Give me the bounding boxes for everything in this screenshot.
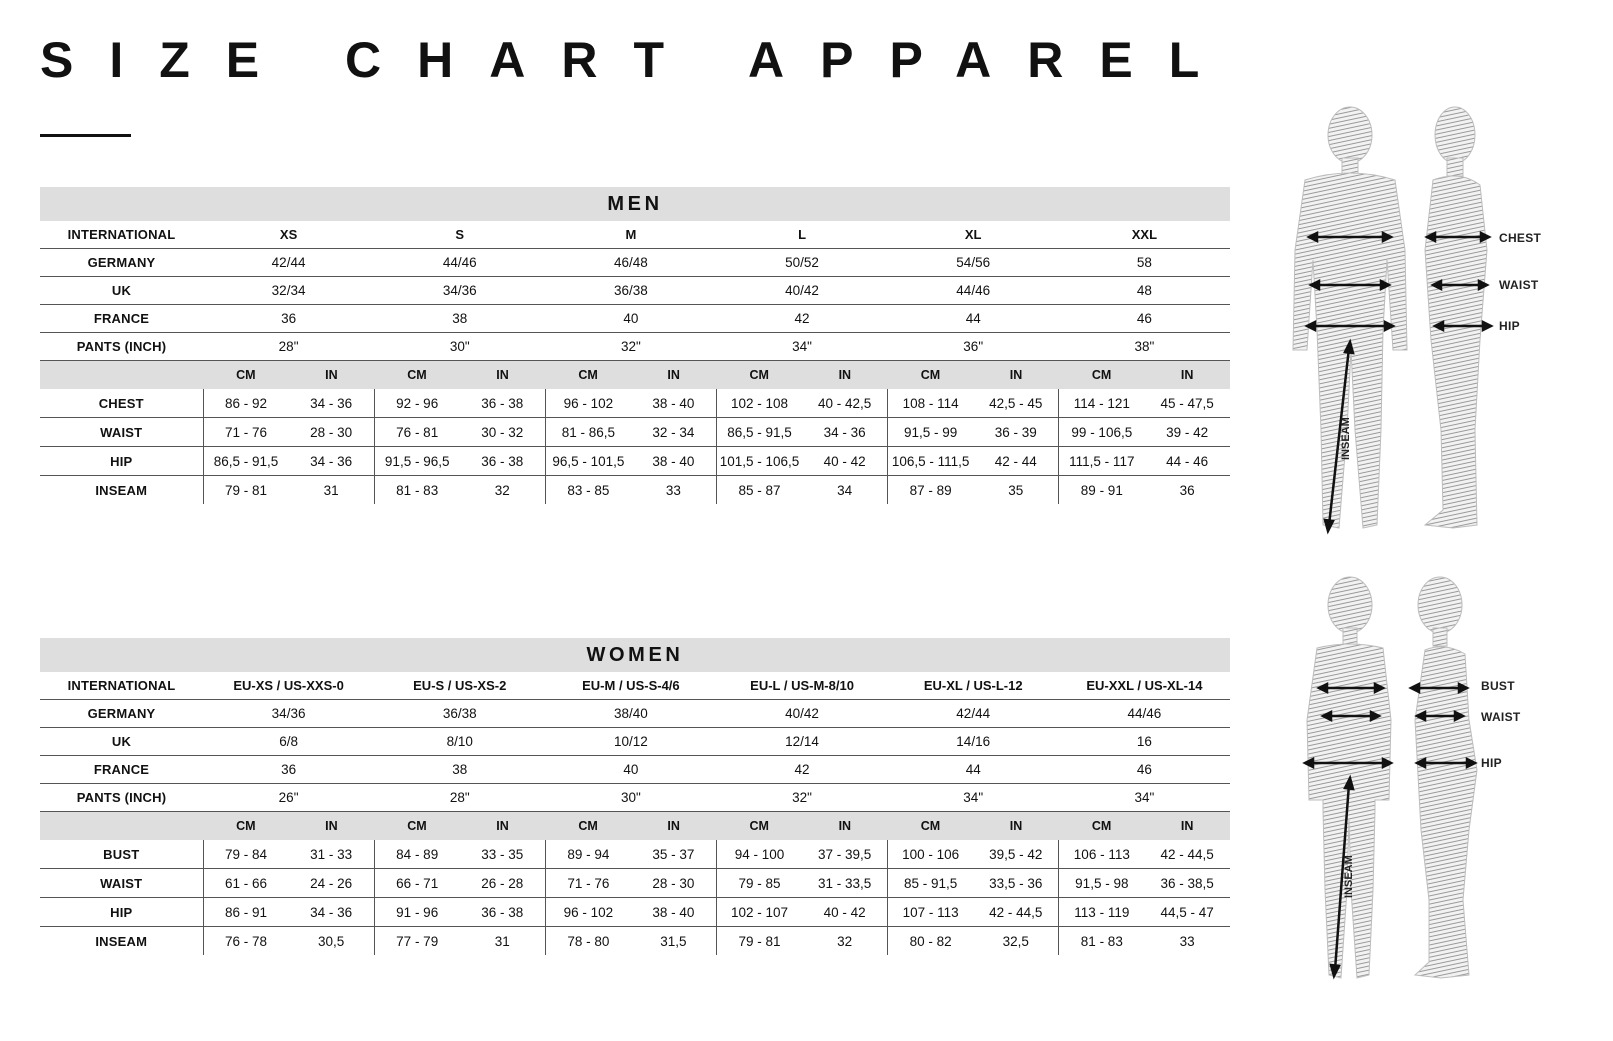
- table-cell: 99 - 106,5: [1059, 418, 1145, 447]
- unit-header-cm: CM: [716, 361, 802, 390]
- table-cell: 44 - 46: [1144, 447, 1230, 476]
- row-label: HIP: [40, 447, 203, 476]
- table-cell: 24 - 26: [289, 869, 375, 898]
- table-cell: 46/48: [545, 249, 716, 277]
- table-row: [40, 249, 1230, 277]
- table-cell: 101,5 - 106,5: [716, 447, 802, 476]
- table-cell: 79 - 84: [203, 840, 289, 869]
- table-cell: 114 - 121: [1059, 389, 1145, 418]
- table-cell: 81 - 86,5: [545, 418, 631, 447]
- table-cell: 38 - 40: [631, 447, 717, 476]
- table-cell: 44,5 - 47: [1144, 898, 1230, 927]
- table-cell: 58: [1059, 249, 1230, 277]
- unit-header-cm: CM: [545, 361, 631, 390]
- table-cell: 33: [1179, 933, 1195, 949]
- table-cell: 84 - 89: [374, 840, 460, 869]
- unit-header-cm: CM: [545, 812, 631, 841]
- table-cell: 42: [716, 756, 887, 784]
- table-cell: 106,5 - 111,5: [888, 447, 974, 476]
- unit-header-cm: CM: [203, 812, 289, 841]
- table-cell: 91 - 96: [374, 898, 460, 927]
- table-cell: 34 - 36: [289, 389, 375, 418]
- table-cell: 48: [1059, 277, 1230, 305]
- table-cell: 113 - 119: [1059, 898, 1145, 927]
- table-cell: 42 - 44,5: [973, 898, 1059, 927]
- table-cell: S: [374, 221, 545, 249]
- table-cell: 86 - 91: [203, 898, 289, 927]
- table-cell: 40/42: [716, 277, 887, 305]
- men-silhouette-illustration: [1265, 100, 1565, 540]
- table-cell: 42,5 - 45: [973, 389, 1059, 418]
- table-cell: 28": [203, 333, 374, 361]
- table-cell: 44: [888, 756, 1059, 784]
- table-cell: 100 - 106: [888, 840, 974, 869]
- table-cell: XL: [888, 221, 1059, 249]
- table-cell: 30 - 32: [460, 418, 546, 447]
- table-cell: 32: [494, 482, 510, 498]
- table-row: [40, 728, 1230, 756]
- table-cell: 87 - 89: [888, 476, 974, 505]
- table-cell: 36": [888, 333, 1059, 361]
- women-inseam-label: INSEAM: [1343, 855, 1355, 898]
- table-cell: 42: [716, 305, 887, 333]
- men-size-table: [40, 187, 1230, 504]
- table-cell: 34: [837, 482, 853, 498]
- table-cell: 36 - 39: [973, 418, 1059, 447]
- women-unit-header-row: [40, 812, 1230, 841]
- table-cell: 12/14: [716, 728, 887, 756]
- women-silhouette-illustration: [1265, 570, 1565, 990]
- unit-header-in: IN: [802, 361, 888, 390]
- table-cell: 107 - 113: [888, 898, 974, 927]
- table-cell: 76 - 81: [374, 418, 460, 447]
- unit-header-blank: [40, 361, 203, 390]
- table-cell: 44/46: [888, 277, 1059, 305]
- table-cell: XS: [203, 221, 374, 249]
- unit-header-in: IN: [1144, 361, 1230, 390]
- table-cell: 39 - 42: [1144, 418, 1230, 447]
- men-inseam-label: INSEAM: [1340, 417, 1352, 460]
- table-cell: 32": [716, 784, 887, 812]
- table-cell: 85 - 91,5: [888, 869, 974, 898]
- table-cell: 38 - 40: [631, 389, 717, 418]
- table-cell: 36 - 38,5: [1144, 869, 1230, 898]
- table-cell: 71 - 76: [545, 869, 631, 898]
- table-cell: 32 - 34: [631, 418, 717, 447]
- title-underline: [40, 134, 131, 137]
- table-row: [40, 756, 1230, 784]
- table-cell: 89 - 94: [545, 840, 631, 869]
- women-waist-label: WAIST: [1481, 710, 1521, 724]
- table-cell: 45 - 47,5: [1144, 389, 1230, 418]
- table-row: [40, 927, 1230, 956]
- table-cell: 94 - 100: [716, 840, 802, 869]
- table-cell: 42/44: [203, 249, 374, 277]
- table-cell: 81 - 83: [1059, 927, 1145, 956]
- table-row: [40, 221, 1230, 249]
- table-row: [40, 389, 1230, 418]
- table-cell: 36/38: [374, 700, 545, 728]
- table-cell: 34": [888, 784, 1059, 812]
- table-cell: 10/12: [545, 728, 716, 756]
- table-cell: 79 - 81: [203, 476, 289, 505]
- unit-header-cm: CM: [203, 361, 289, 390]
- unit-header-in: IN: [1144, 812, 1230, 841]
- unit-header-cm: CM: [1059, 812, 1145, 841]
- row-label: GERMANY: [40, 249, 203, 277]
- table-cell: M: [545, 221, 716, 249]
- table-cell: 89 - 91: [1059, 476, 1145, 505]
- row-label: INTERNATIONAL: [40, 672, 203, 700]
- table-cell: 34": [716, 333, 887, 361]
- unit-header-in: IN: [460, 361, 546, 390]
- men-unit-header-row: [40, 361, 1230, 390]
- row-label: INSEAM: [95, 933, 148, 949]
- row-label: BUST: [40, 840, 203, 869]
- table-cell: 30,5: [317, 933, 345, 949]
- row-label: UK: [40, 728, 203, 756]
- table-cell: EU-XL / US-L-12: [888, 672, 1059, 700]
- table-cell: 26": [203, 784, 374, 812]
- table-cell: 6/8: [203, 728, 374, 756]
- men-body-figure: [1265, 100, 1565, 540]
- table-cell: EU-S / US-XS-2: [374, 672, 545, 700]
- row-label: INTERNATIONAL: [40, 221, 203, 249]
- table-cell: 31 - 33,5: [802, 869, 888, 898]
- women-bust-label: BUST: [1481, 679, 1515, 693]
- table-cell: 108 - 114: [888, 389, 974, 418]
- table-cell: 34/36: [203, 700, 374, 728]
- table-cell: 38: [374, 305, 545, 333]
- table-cell: 31,5: [660, 933, 687, 949]
- page-title: SIZE CHART APPAREL: [40, 32, 1236, 88]
- table-cell: 33: [665, 482, 681, 498]
- table-cell: 71 - 76: [203, 418, 289, 447]
- row-label: WAIST: [40, 869, 203, 898]
- table-cell: 37 - 39,5: [802, 840, 888, 869]
- table-row: [40, 784, 1230, 812]
- unit-header-cm: CM: [1059, 361, 1145, 390]
- table-cell: EU-M / US-S-4/6: [545, 672, 716, 700]
- table-cell: 96,5 - 101,5: [545, 447, 631, 476]
- unit-header-in: IN: [289, 361, 375, 390]
- table-cell: 54/56: [888, 249, 1059, 277]
- table-cell: 44: [888, 305, 1059, 333]
- table-cell: 78 - 80: [545, 927, 631, 956]
- men-hip-label: HIP: [1499, 319, 1520, 333]
- table-cell: 92 - 96: [374, 389, 460, 418]
- table-cell: 46: [1059, 756, 1230, 784]
- table-cell: 50/52: [716, 249, 887, 277]
- women-section-heading-row: [40, 638, 1230, 672]
- unit-header-cm: CM: [716, 812, 802, 841]
- men-chest-label: CHEST: [1499, 231, 1542, 245]
- unit-header-cm: CM: [888, 361, 974, 390]
- table-cell: 42 - 44: [973, 447, 1059, 476]
- table-cell: 32": [545, 333, 716, 361]
- table-cell: 34": [1059, 784, 1230, 812]
- row-label: HIP: [40, 898, 203, 927]
- women-body-figure: [1265, 570, 1565, 990]
- table-cell: 26 - 28: [460, 869, 546, 898]
- table-cell: L: [716, 221, 887, 249]
- table-cell: 80 - 82: [888, 927, 974, 956]
- table-cell: 36 - 38: [460, 898, 546, 927]
- table-cell: 36: [203, 756, 374, 784]
- unit-header-blank: [40, 812, 203, 841]
- table-cell: 36 - 38: [460, 447, 546, 476]
- table-cell: 102 - 108: [716, 389, 802, 418]
- table-cell: 91,5 - 99: [888, 418, 974, 447]
- unit-header-cm: CM: [374, 812, 460, 841]
- table-cell: 30": [545, 784, 716, 812]
- table-cell: 86,5 - 91,5: [716, 418, 802, 447]
- table-cell: 28 - 30: [631, 869, 717, 898]
- row-label: WAIST: [40, 418, 203, 447]
- men-section-heading: MEN: [40, 187, 1230, 221]
- row-label: INSEAM: [95, 482, 148, 498]
- table-cell: 38/40: [545, 700, 716, 728]
- table-cell: 32/34: [203, 277, 374, 305]
- table-cell: XXL: [1059, 221, 1230, 249]
- table-cell: 31: [323, 482, 339, 498]
- table-row: [40, 305, 1230, 333]
- men-section-heading-row: [40, 187, 1230, 221]
- unit-header-cm: CM: [374, 361, 460, 390]
- table-cell: 36 - 38: [460, 389, 546, 418]
- table-row: [40, 869, 1230, 898]
- table-row: [40, 277, 1230, 305]
- table-cell: 8/10: [374, 728, 545, 756]
- table-cell: 40: [545, 756, 716, 784]
- table-cell: 44/46: [1059, 700, 1230, 728]
- row-label: FRANCE: [40, 756, 203, 784]
- table-cell: 36: [1179, 482, 1195, 498]
- table-cell: 61 - 66: [203, 869, 289, 898]
- table-cell: 14/16: [888, 728, 1059, 756]
- table-cell: 34 - 36: [289, 898, 375, 927]
- row-label: CHEST: [40, 389, 203, 418]
- unit-header-in: IN: [631, 812, 717, 841]
- unit-header-in: IN: [973, 361, 1059, 390]
- table-cell: 96 - 102: [545, 389, 631, 418]
- table-cell: 91,5 - 98: [1059, 869, 1145, 898]
- table-cell: 40 - 42,5: [802, 389, 888, 418]
- table-cell: 35 - 37: [631, 840, 717, 869]
- table-cell: EU-XS / US-XXS-0: [203, 672, 374, 700]
- table-cell: 44/46: [374, 249, 545, 277]
- table-cell: 85 - 87: [716, 476, 802, 505]
- men-waist-label: WAIST: [1499, 278, 1539, 292]
- row-label: GERMANY: [40, 700, 203, 728]
- table-cell: 76 - 78: [203, 927, 289, 956]
- table-cell: 34 - 36: [802, 418, 888, 447]
- table-cell: 36/38: [545, 277, 716, 305]
- table-cell: 111,5 - 117: [1059, 447, 1145, 476]
- women-size-table: [40, 638, 1230, 955]
- table-cell: 33,5 - 36: [973, 869, 1059, 898]
- table-cell: 32: [837, 933, 853, 949]
- table-cell: 42/44: [888, 700, 1059, 728]
- table-cell: EU-L / US-M-8/10: [716, 672, 887, 700]
- unit-header-in: IN: [289, 812, 375, 841]
- women-section-heading: WOMEN: [40, 638, 1230, 672]
- unit-header-cm: CM: [888, 812, 974, 841]
- table-cell: 40: [545, 305, 716, 333]
- unit-header-in: IN: [973, 812, 1059, 841]
- table-cell: 91,5 - 96,5: [374, 447, 460, 476]
- table-row: [40, 898, 1230, 927]
- table-cell: 38": [1059, 333, 1230, 361]
- table-row: [40, 672, 1230, 700]
- women-hip-label: HIP: [1481, 756, 1502, 770]
- table-cell: 79 - 85: [716, 869, 802, 898]
- table-cell: 31: [494, 933, 510, 949]
- table-cell: 83 - 85: [545, 476, 631, 505]
- table-cell: 33 - 35: [460, 840, 546, 869]
- table-cell: 86,5 - 91,5: [203, 447, 289, 476]
- unit-header-in: IN: [631, 361, 717, 390]
- row-label: PANTS (INCH): [40, 784, 203, 812]
- unit-header-in: IN: [460, 812, 546, 841]
- table-cell: 102 - 107: [716, 898, 802, 927]
- row-label: UK: [40, 277, 203, 305]
- table-cell: 77 - 79: [374, 927, 460, 956]
- table-cell: 32,5: [1002, 933, 1029, 949]
- table-cell: EU-XXL / US-XL-14: [1059, 672, 1230, 700]
- row-label: FRANCE: [40, 305, 203, 333]
- table-cell: 36: [203, 305, 374, 333]
- table-cell: 38: [374, 756, 545, 784]
- table-cell: 28": [374, 784, 545, 812]
- table-cell: 28 - 30: [289, 418, 375, 447]
- table-cell: 106 - 113: [1059, 840, 1145, 869]
- unit-header-in: IN: [802, 812, 888, 841]
- table-cell: 40 - 42: [802, 447, 888, 476]
- row-label: PANTS (INCH): [40, 333, 203, 361]
- table-cell: 42 - 44,5: [1144, 840, 1230, 869]
- table-cell: 96 - 102: [545, 898, 631, 927]
- table-row: [40, 840, 1230, 869]
- table-cell: 35: [1008, 482, 1024, 498]
- table-row: [40, 700, 1230, 728]
- table-cell: 40 - 42: [802, 898, 888, 927]
- table-cell: 34 - 36: [289, 447, 375, 476]
- table-cell: 38 - 40: [631, 898, 717, 927]
- table-cell: 66 - 71: [374, 869, 460, 898]
- table-cell: 81 - 83: [374, 476, 460, 505]
- table-cell: 79 - 81: [716, 927, 802, 956]
- table-row: [40, 418, 1230, 447]
- table-cell: 39,5 - 42: [973, 840, 1059, 869]
- table-cell: 40/42: [716, 700, 887, 728]
- table-row: [40, 333, 1230, 361]
- table-cell: 34/36: [374, 277, 545, 305]
- table-cell: 30": [374, 333, 545, 361]
- table-cell: 86 - 92: [203, 389, 289, 418]
- table-cell: 31 - 33: [289, 840, 375, 869]
- table-row: [40, 447, 1230, 476]
- table-cell: 16: [1059, 728, 1230, 756]
- table-row: [40, 476, 1230, 505]
- table-cell: 46: [1059, 305, 1230, 333]
